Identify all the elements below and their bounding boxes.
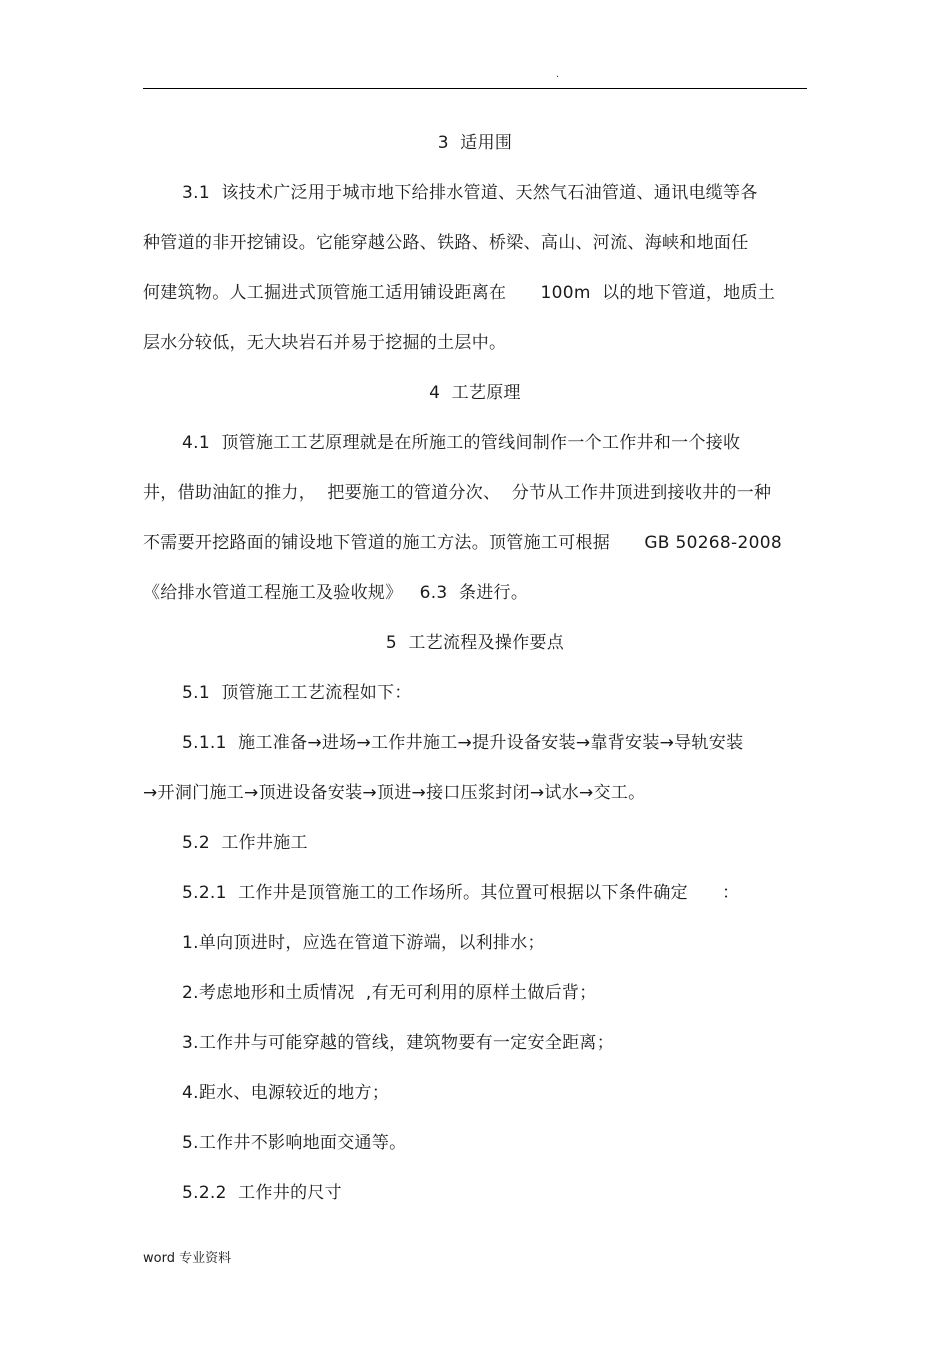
footer-text: word 专业资料 xyxy=(143,1251,232,1266)
paragraph-4-1-line-2: 井，借助油缸的推力， 把要施工的管道分次、 分节从工作井顶进到接收井的一种 xyxy=(143,483,772,503)
paragraph-3-1-line-3: 何建筑物。人工掘进式顶管施工适用铺设距离在 100m 以的地下管道，地质土 xyxy=(143,283,776,303)
paragraph-5-2: 5.2 工作井施工 xyxy=(182,833,308,853)
header-mark: . xyxy=(556,69,560,80)
paragraph-5-1: 5.1 顶管施工工艺流程如下： xyxy=(182,683,412,703)
paragraph-4-1-line-1: 4.1 顶管施工工艺原理就是在所施工的管线间制作一个工作井和一个接收 xyxy=(182,433,741,453)
paragraph-5-1-1-line-2: →开洞门施工→顶进设备安装→顶进→接口压浆封闭→试水→交工。 xyxy=(143,783,646,803)
paragraph-3-1-line-2: 种管道的非开挖铺设。它能穿越公路、铁路、桥梁、高山、河流、海峡和地面任 xyxy=(143,233,749,253)
section-heading-3: 3 适用围 xyxy=(437,133,513,153)
list-item-3: 3.工作井与可能穿越的管线，建筑物要有一定安全距离； xyxy=(182,1033,615,1053)
list-item-1: 1.单向顶进时，应选在管道下游端，以利排水； xyxy=(182,933,545,953)
paragraph-3-1-line-4: 层水分较低，无大块岩石并易于挖掘的土层中。 xyxy=(143,333,507,353)
list-item-4: 4.距水、电源较近的地方； xyxy=(182,1083,390,1103)
list-item-2: 2.考虑地形和土质情况 ,有无可利用的原样土做后背； xyxy=(182,983,597,1003)
paragraph-4-1-line-3: 不需要开挖路面的铺设地下管道的施工方法。顶管施工可根据 GB 50268-2008 xyxy=(143,533,782,553)
paragraph-5-1-1-line-1: 5.1.1 施工准备→进场→工作井施工→提升设备安装→靠背安装→导轨安装 xyxy=(182,733,744,753)
section-heading-4: 4 工艺原理 xyxy=(429,383,521,403)
paragraph-3-1-line-1: 3.1 该技术广泛用于城市地下给排水管道、天然气石油管道、通讯电缆等各 xyxy=(182,183,758,203)
section-heading-5: 5 工艺流程及操作要点 xyxy=(385,633,565,653)
paragraph-5-2-1: 5.2.1 工作井是顶管施工的工作场所。其位置可根据以下条件确定 ： xyxy=(182,883,740,903)
header-rule xyxy=(143,88,807,89)
list-item-5: 5.工作井不影响地面交通等。 xyxy=(182,1133,407,1153)
paragraph-5-2-2: 5.2.2 工作井的尺寸 xyxy=(182,1183,342,1203)
paragraph-4-1-line-4: 《给排水管道工程施工及验收规》 6.3 条进行。 xyxy=(143,583,529,603)
